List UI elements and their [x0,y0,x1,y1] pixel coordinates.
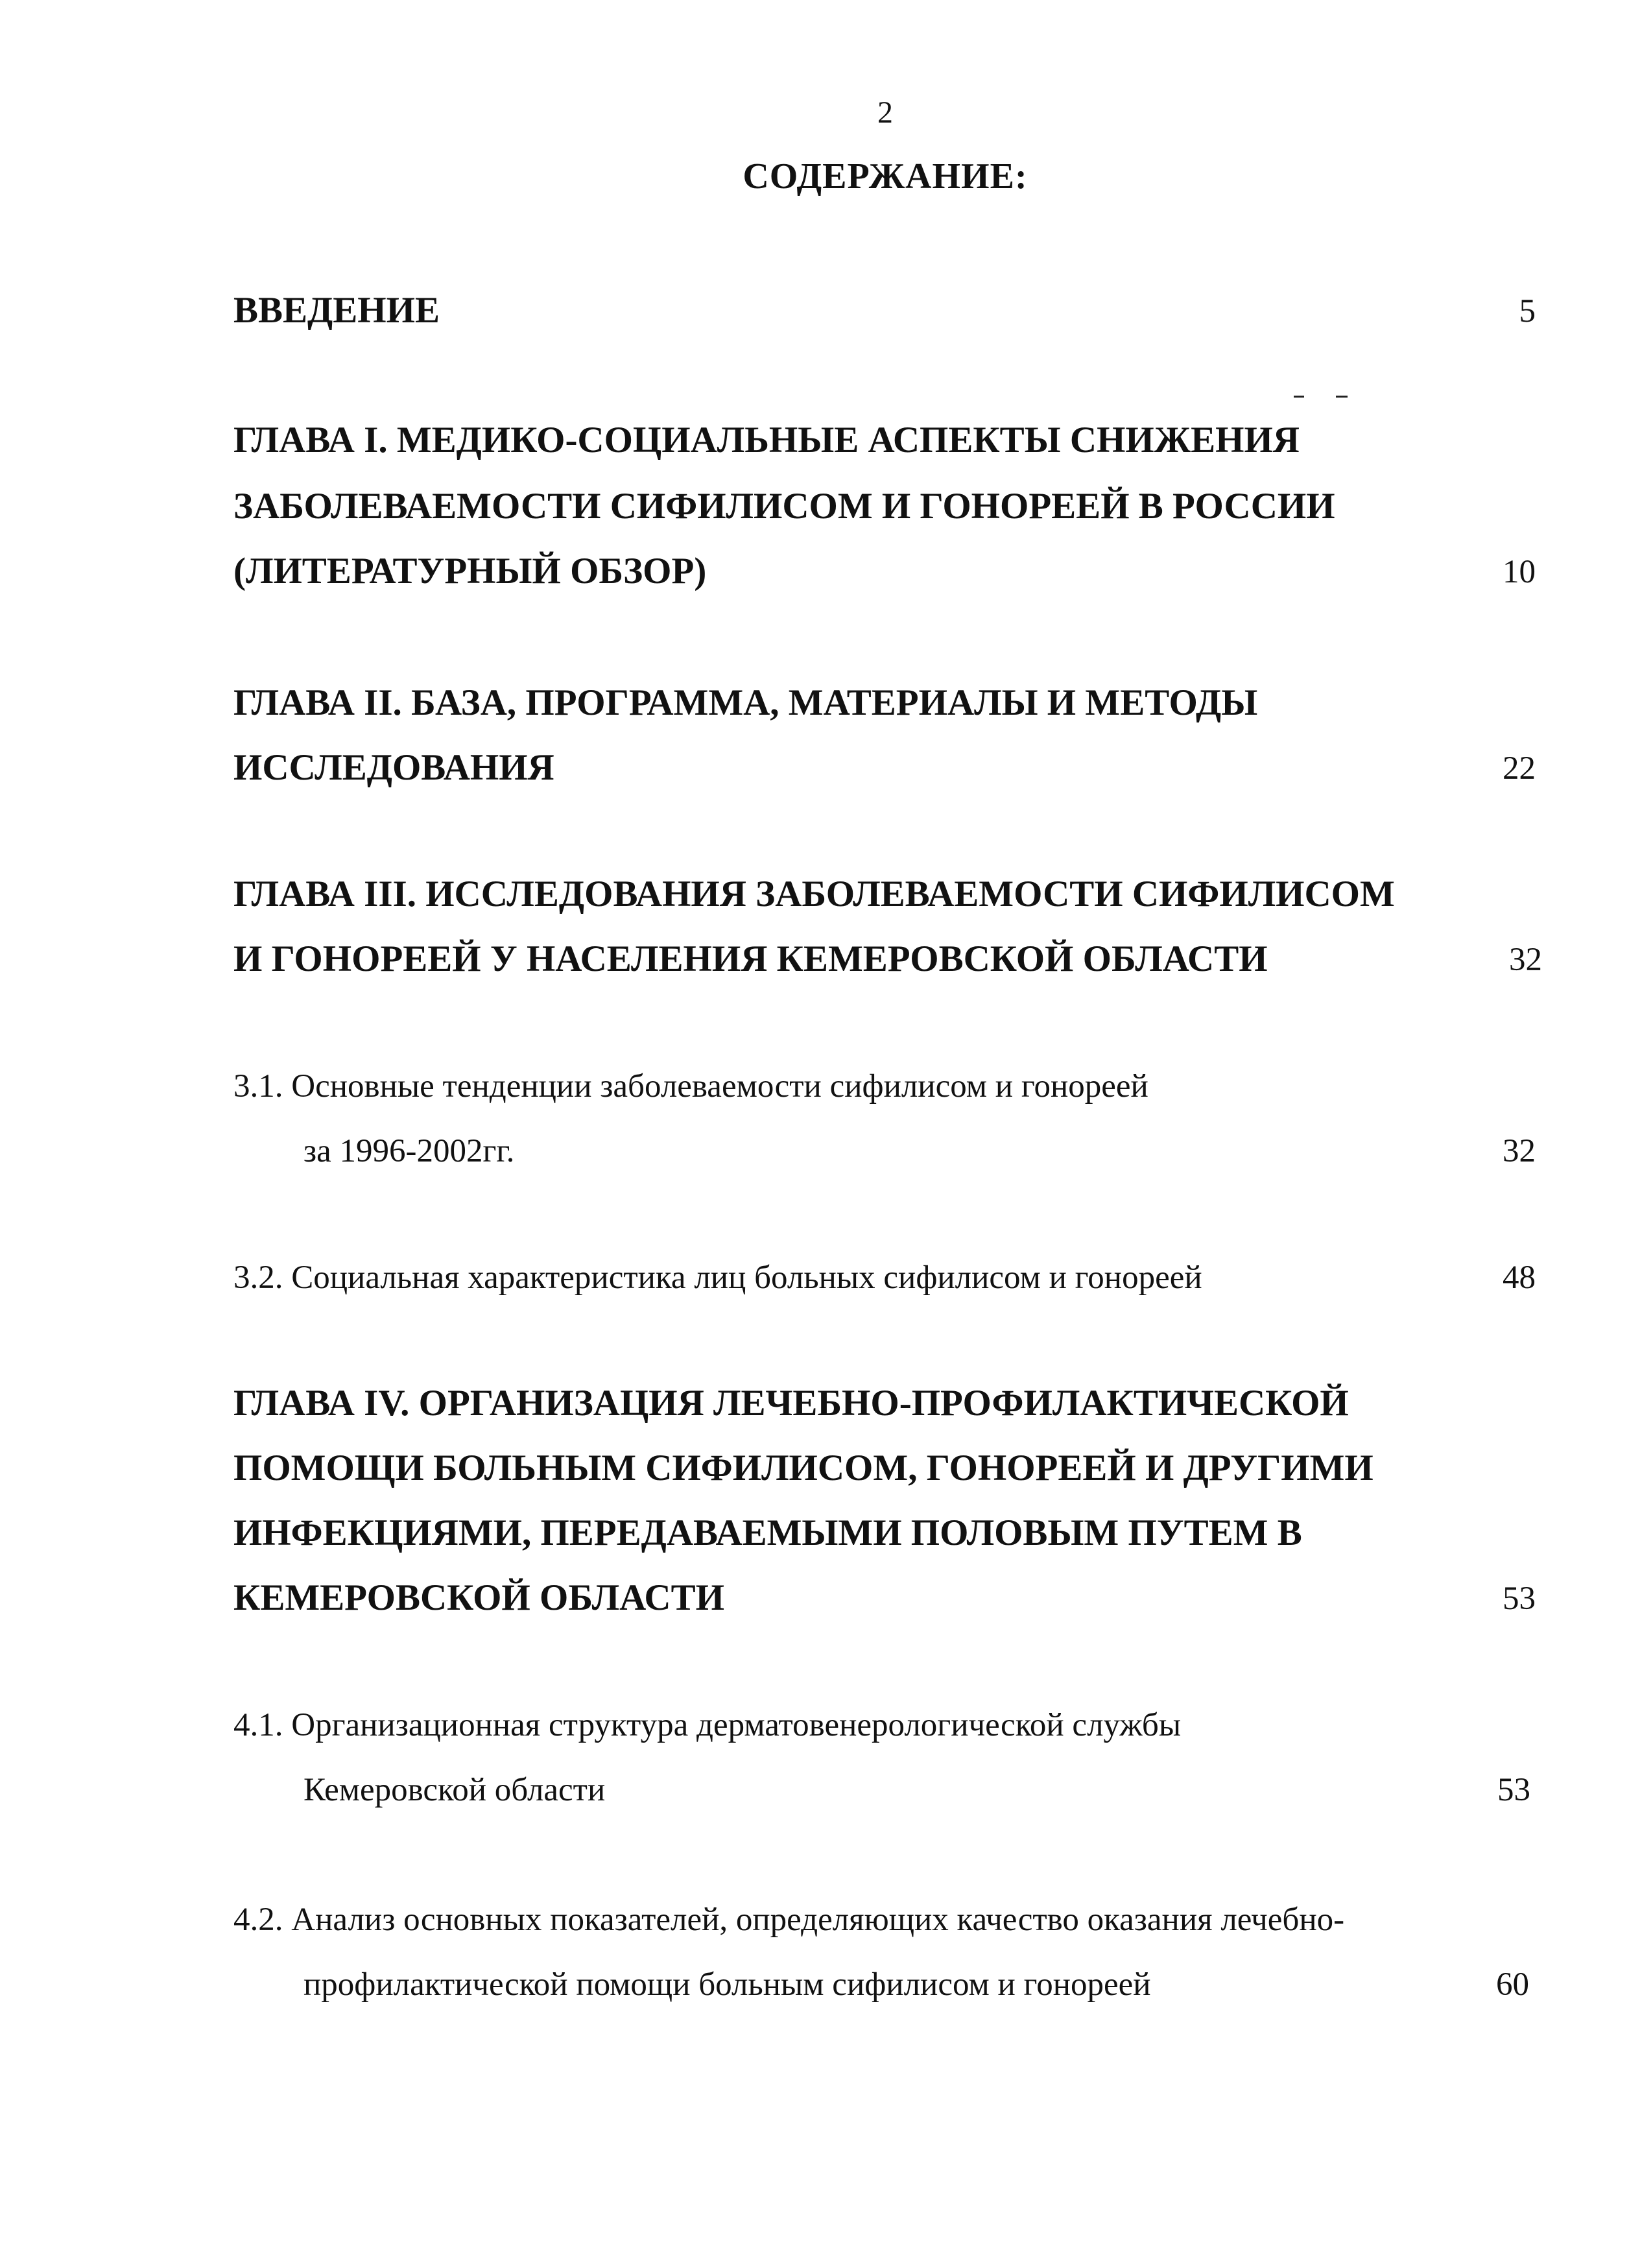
toc-chapter3-page: 32 [1509,942,1542,978]
toc-chapter4-line-3: ИНФЕКЦИЯМИ, ПЕРЕДАВАЕМЫМИ ПОЛОВЫМ ПУТЕМ В [233,1512,1302,1553]
toc-section-4-1-line-1: 4.1. Организационная структура дерматовенерологической службы [233,1707,1182,1743]
toc-intro-page: 5 [1519,293,1536,329]
toc-chapter1-page: 10 [1503,554,1536,590]
toc-intro-title: ВВЕДЕНИЕ [233,290,440,331]
toc-section-3-1-line-1: 3.1. Основные тенденции заболеваемости сифилисом и гонореей [233,1068,1148,1104]
toc-chapter3-line-2: И ГОНОРЕЕЙ У НАСЕЛЕНИЯ КЕМЕРОВСКОЙ ОБЛАСТИ [233,938,1268,979]
toc-chapter3-line-1: ГЛАВА III. ИССЛЕДОВАНИЯ ЗАБОЛЕВАЕМОСТИ СИФИЛИСОМ [233,874,1395,914]
toc-chapter2-line-1: ГЛАВА II. БАЗА, ПРОГРАММА, МАТЕРИАЛЫ И МЕТОДЫ [233,682,1258,723]
toc-section-3-2-page: 48 [1503,1259,1536,1296]
toc-chapter4-line-1: ГЛАВА IV. ОРГАНИЗАЦИЯ ЛЕЧЕБНО-ПРОФИЛАКТИЧЕСКОЙ [233,1383,1349,1424]
toc-section-4-2-line-2: профилактической помощи больным сифилисом и гонореей [303,1966,1151,2003]
toc-chapter2-line-2: ИССЛЕДОВАНИЯ [233,747,554,788]
toc-chapter4-line-2: ПОМОЩИ БОЛЬНЫМ СИФИЛИСОМ, ГОНОРЕЕЙ И ДРУГИМИ [233,1448,1373,1488]
toc-section-3-2-line-1: 3.2. Социальная характеристика лиц больных сифилисом и гонореей [233,1259,1202,1296]
toc-chapter2-page: 22 [1503,750,1536,787]
page-title: СОДЕРЖАНИЕ: [743,156,1028,197]
toc-section-4-2-line-1: 4.2. Анализ основных показателей, определяющих качество оказания лечебно- [233,1902,1345,1938]
scan-mark [1294,396,1304,398]
toc-section-4-2-page: 60 [1496,1966,1529,2003]
toc-section-3-1-line-2: за 1996-2002гг. [303,1133,515,1169]
page-number: 2 [877,95,893,130]
toc-section-3-1-page: 32 [1503,1133,1536,1169]
scan-mark [1336,396,1348,398]
toc-section-4-1-page: 53 [1497,1772,1530,1808]
toc-chapter1-line-1: ГЛАВА I. МЕДИКО-СОЦИАЛЬНЫЕ АСПЕКТЫ СНИЖЕНИЯ [233,420,1300,460]
toc-chapter4-line-4: КЕМЕРОВСКОЙ ОБЛАСТИ [233,1577,724,1618]
toc-section-4-1-line-2: Кемеровской области [303,1772,606,1808]
toc-chapter4-page: 53 [1503,1581,1536,1617]
toc-chapter1-line-3: (ЛИТЕРАТУРНЫЙ ОБЗОР) [233,551,707,591]
toc-chapter1-line-2: ЗАБОЛЕВАЕМОСТИ СИФИЛИСОМ И ГОНОРЕЕЙ В РОССИИ [233,486,1335,527]
